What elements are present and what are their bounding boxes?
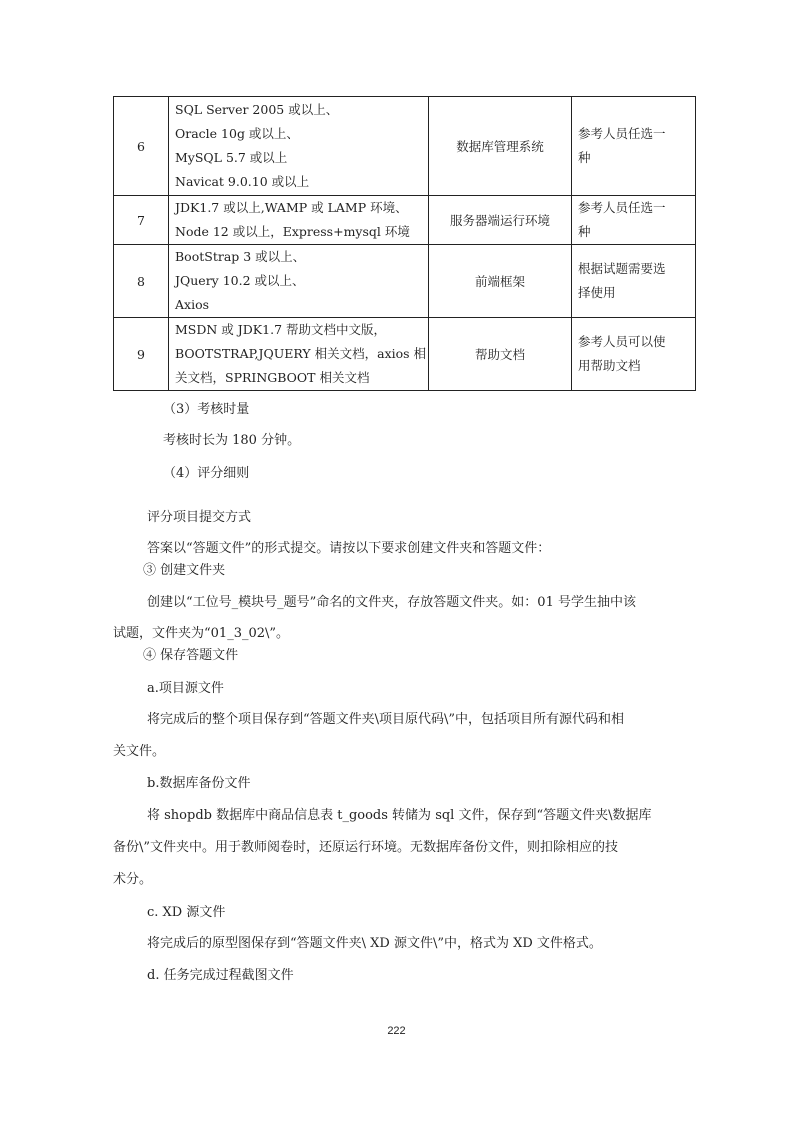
software-cell: [169, 318, 429, 391]
table-row: [114, 245, 696, 318]
note-line: 参考人员可以使: [578, 334, 666, 349]
item-b-text-line: 备份\”文件夹中。用于教师阅卷时，还原运行环境。无数据库备份文件，则扣除相应的技: [113, 840, 619, 855]
item-b-text-line: 将 shopdb 数据库中商品信息表 t_goods 转储为 sql 文件，保存到“答题文件夹\数据库: [147, 808, 652, 823]
item-b-heading: b.数据库备份文件: [147, 776, 251, 791]
item-d-heading: d. 任务完成过程截图文件: [147, 968, 294, 983]
duration-text: 考核时长为 180 分钟。: [163, 433, 301, 448]
software-line: 关文档，SPRINGBOOT 相关文档: [175, 370, 370, 385]
note-line: 种: [578, 150, 591, 165]
table-row: [114, 97, 696, 196]
software-line: MSDN 或 JDK1.7 帮助文档中文版，: [175, 322, 386, 337]
row-number: 6: [114, 97, 169, 196]
note-cell: [572, 97, 696, 196]
step-create-folder: ③ 创建文件夹: [143, 563, 226, 578]
row-number: 9: [114, 318, 169, 391]
note-cell: [572, 245, 696, 318]
category-cell: 帮助文档: [429, 318, 572, 391]
step-save-files: ④ 保存答题文件: [143, 648, 239, 663]
note-line: 根据试题需要选: [578, 261, 666, 276]
page-number: 222: [387, 1025, 406, 1037]
row-number: 7: [114, 196, 169, 245]
software-cell: [169, 245, 429, 318]
note-cell: [572, 196, 696, 245]
note-line: 参考人员任选一: [578, 126, 666, 141]
category-cell: 前端框架: [429, 245, 572, 318]
note-line: 用帮助文档: [578, 358, 641, 373]
software-line: Navicat 9.0.10 或以上: [175, 174, 310, 189]
folder-text-line: 创建以“工位号_模块号_题号”命名的文件夹，存放答题文件夹。如：01 号学生抽中该: [147, 595, 636, 610]
software-line: BootStrap 3 或以上、: [175, 249, 306, 264]
software-line: Node 12 或以上，Express+mysql 环境: [175, 224, 410, 239]
row-number: 8: [114, 245, 169, 318]
software-line: SQL Server 2005 或以上、: [175, 102, 339, 117]
submit-text: 答案以“答题文件”的形式提交。请按以下要求创建文件夹和答题文件：: [147, 541, 551, 556]
note-cell: [572, 318, 696, 391]
software-line: Axios: [175, 297, 210, 312]
environment-table: [113, 96, 696, 391]
software-cell: [169, 97, 429, 196]
item-a-text-line: 关文件。: [113, 744, 166, 759]
software-line: MySQL 5.7 或以上: [175, 150, 288, 165]
item-c-heading: c. XD 源文件: [147, 905, 226, 920]
item-c-text: 将完成后的原型图保存到“答题文件夹\ XD 源文件\”中，格式为 XD 文件格式。: [147, 936, 602, 951]
item-b-text-line: 术分。: [113, 872, 153, 887]
note-line: 参考人员任选一: [578, 200, 666, 215]
category-cell: 服务器端运行环境: [429, 196, 572, 245]
category-cell: 数据库管理系统: [429, 97, 572, 196]
section-heading-duration: （3）考核时量: [163, 402, 250, 417]
item-a-heading: a.项目源文件: [147, 681, 224, 696]
item-a-text-line: 将完成后的整个项目保存到“答题文件夹\项目原代码\”中，包括项目所有源代码和相: [147, 712, 625, 727]
software-line: JQuery 10.2 或以上、: [175, 273, 305, 288]
section-heading-scoring: （4）评分细则: [163, 466, 250, 481]
folder-text-line: 试题，文件夹为“01_3_02\”。: [113, 626, 290, 641]
software-line: JDK1.7 或以上,WAMP 或 LAMP 环境、: [175, 200, 408, 215]
note-line: 择使用: [578, 285, 616, 300]
note-line: 种: [578, 224, 591, 239]
software-cell: [169, 196, 429, 245]
submit-heading: 评分项目提交方式: [147, 510, 252, 525]
software-line: Oracle 10g 或以上、: [175, 126, 299, 141]
table-row: [114, 318, 696, 391]
software-line: BOOTSTRAP,JQUERY 相关文档，axios 相: [175, 346, 427, 361]
table-row: [114, 196, 696, 245]
